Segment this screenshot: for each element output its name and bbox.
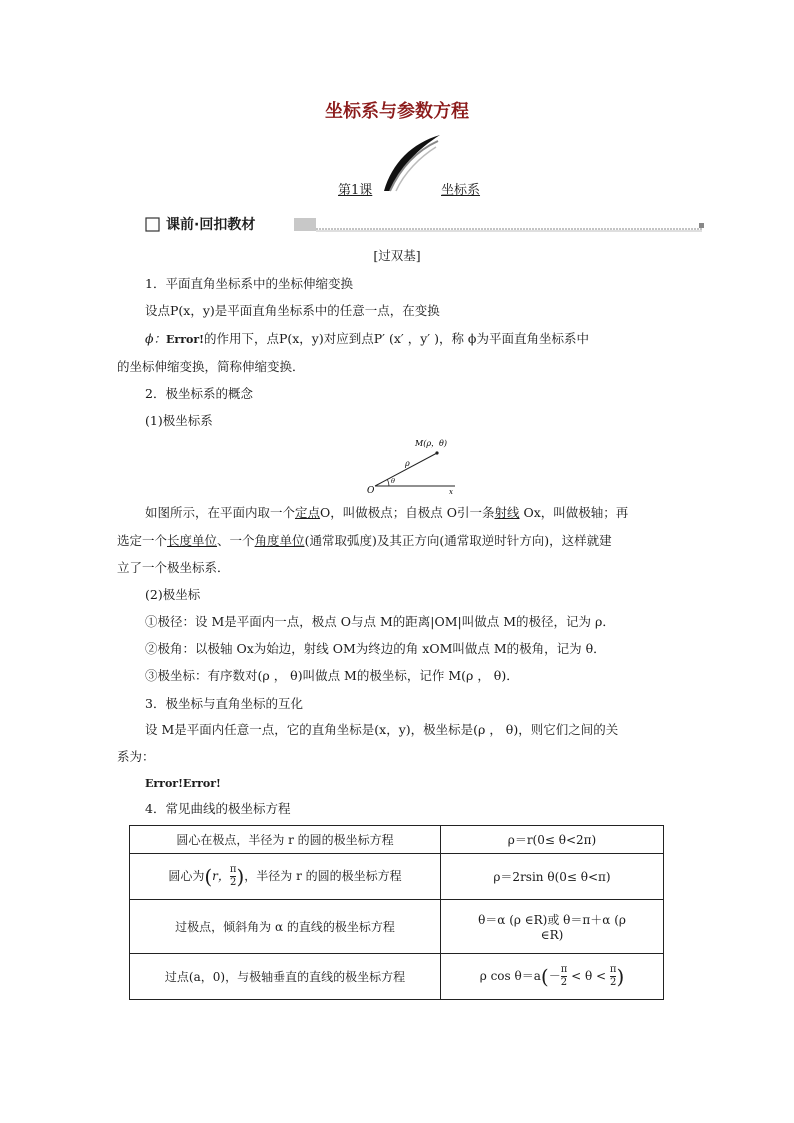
- theta-label: θ: [391, 477, 395, 485]
- table-cell: [441, 900, 664, 954]
- table-cell: 过极点，倾斜角为 α 的直线的极坐标方程: [130, 900, 441, 954]
- fraction-den: 2: [230, 877, 237, 888]
- text-run: 选定一个: [117, 533, 168, 548]
- s1-line3: 的坐标伸缩变换，简称伸缩变换．: [117, 359, 305, 374]
- s3-line2: 系为：: [117, 749, 155, 764]
- text-run: < θ <: [571, 969, 607, 983]
- text-run: ，半径为 r 的圆的极坐标方程: [244, 869, 402, 883]
- s2-para-line3: 立了一个极坐标系．: [117, 560, 230, 575]
- text-line: ∈R): [540, 928, 564, 942]
- s3-error: Error!Error!: [145, 777, 221, 790]
- s2-sub2: (2)极坐标: [145, 587, 201, 602]
- s2-item2: ②极角：以极轴 Ox为始边，射线 OM为终边的角 xOM叫做点 M的极角，记为 θ．: [145, 641, 606, 656]
- text-run: Ox，叫做极轴；再: [519, 505, 629, 520]
- fraction-num: π: [560, 964, 568, 975]
- fraction-num: π: [609, 964, 617, 975]
- s2-para-line2: [117, 531, 612, 551]
- s2-item1: ①极径：设 M是平面内一点，极点 O与点 M的距离|OM|叫做点 M的极径，记为 ρ．: [145, 614, 615, 629]
- table-cell: ρ＝2rsin θ(0≤ θ<π): [441, 854, 664, 900]
- table-cell: ρ cos θ＝a(－ $\frac{\pi}{2}$ < θ < $\frac{\pi}{2}$ ): [441, 954, 664, 1000]
- table-row: [130, 854, 664, 900]
- text-line: θ＝α (ρ ∈R)或 θ＝π＋α (ρ: [478, 913, 626, 927]
- table-cell: ρ＝r(0≤ θ<2π): [441, 826, 664, 854]
- lesson-number: 第1课: [338, 183, 373, 198]
- underlined-term: 长度单位: [167, 533, 218, 548]
- s2-heading: 2．极坐标系的概念: [145, 386, 253, 401]
- phi-symbol: ϕ：: [145, 331, 167, 346]
- fraction-num: π: [229, 864, 237, 875]
- angle-arc: [387, 480, 389, 487]
- error-text: Error!: [166, 333, 204, 346]
- table-row: [130, 954, 664, 1000]
- text-run: 圆心为: [168, 869, 205, 883]
- underlined-term: 射线: [494, 505, 520, 520]
- origin-label: O: [367, 486, 375, 496]
- text-run: O，叫做极点；自极点 O引一条: [320, 505, 495, 520]
- text-run: (通常取弧度)及其正方向(通常取逆时针方向)，这样就建: [304, 533, 612, 548]
- fraction-den: 2: [610, 977, 617, 988]
- rho-label: ρ: [405, 459, 410, 468]
- s1-heading: 1．平面直角坐标系中的坐标伸缩变换: [145, 276, 353, 291]
- point-m-label: M(ρ，θ): [415, 439, 447, 448]
- swoosh-decoration: [382, 133, 442, 193]
- lesson-name: 坐标系: [441, 183, 481, 198]
- s2-item3: ③极坐标：有序数对(ρ ， θ)叫做点 M的极坐标，记作 M(ρ ， θ)．: [145, 668, 519, 683]
- polar-ray: [375, 453, 437, 486]
- text-run: r，: [212, 869, 230, 883]
- table-cell: 过点(a，0)，与极轴垂直的直线的极坐标方程: [130, 954, 441, 1000]
- table-row: [130, 900, 664, 954]
- text-run: 、一个: [217, 533, 255, 548]
- subheading: [过双基]: [373, 248, 421, 263]
- point-m: [435, 451, 438, 454]
- s1-line2: [145, 329, 589, 350]
- s1-line1: 设点P(x，y)是平面直角坐标系中的任意一点，在变换: [145, 303, 440, 318]
- polar-figure: [365, 436, 465, 498]
- s4-heading: 4．常见曲线的极坐标方程: [145, 801, 291, 816]
- s2-para-line1: [145, 503, 628, 523]
- text-run: 如图所示，在平面内取一个: [145, 505, 296, 520]
- curves-table: [129, 825, 664, 1000]
- fraction-den: 2: [560, 977, 568, 988]
- s2-sub1: (1)极坐标系: [145, 413, 213, 428]
- s3-heading: 3．极坐标与直角坐标的互化: [145, 696, 303, 711]
- s3-line1: 设 M是平面内任意一点，它的直角坐标是(x，y)，极坐标是(ρ ， θ)，则它们之间的关: [145, 722, 619, 737]
- s1-line2-text: 的作用下，点P(x，y)对应到点P′ (x′ ，y′ )，称 ϕ为平面直角坐标系中: [203, 331, 589, 346]
- page-title: 坐标系与参数方程: [325, 101, 469, 122]
- table-row: [130, 826, 664, 854]
- underlined-term: 角度单位: [254, 533, 305, 548]
- underlined-term: 定点: [295, 505, 321, 520]
- section-heading: 课前·回扣教材: [166, 217, 256, 233]
- text-run: ρ cos θ＝a: [479, 969, 541, 983]
- axis-label: x: [449, 488, 453, 496]
- table-cell: 圆心在极点，半径为 r 的圆的极坐标方程: [130, 826, 441, 854]
- table-cell: 圆心为(r， $\frac{\pi}{2}$ )，半径为 r 的圆的极坐标方程: [130, 854, 441, 900]
- text-run: －: [548, 969, 561, 983]
